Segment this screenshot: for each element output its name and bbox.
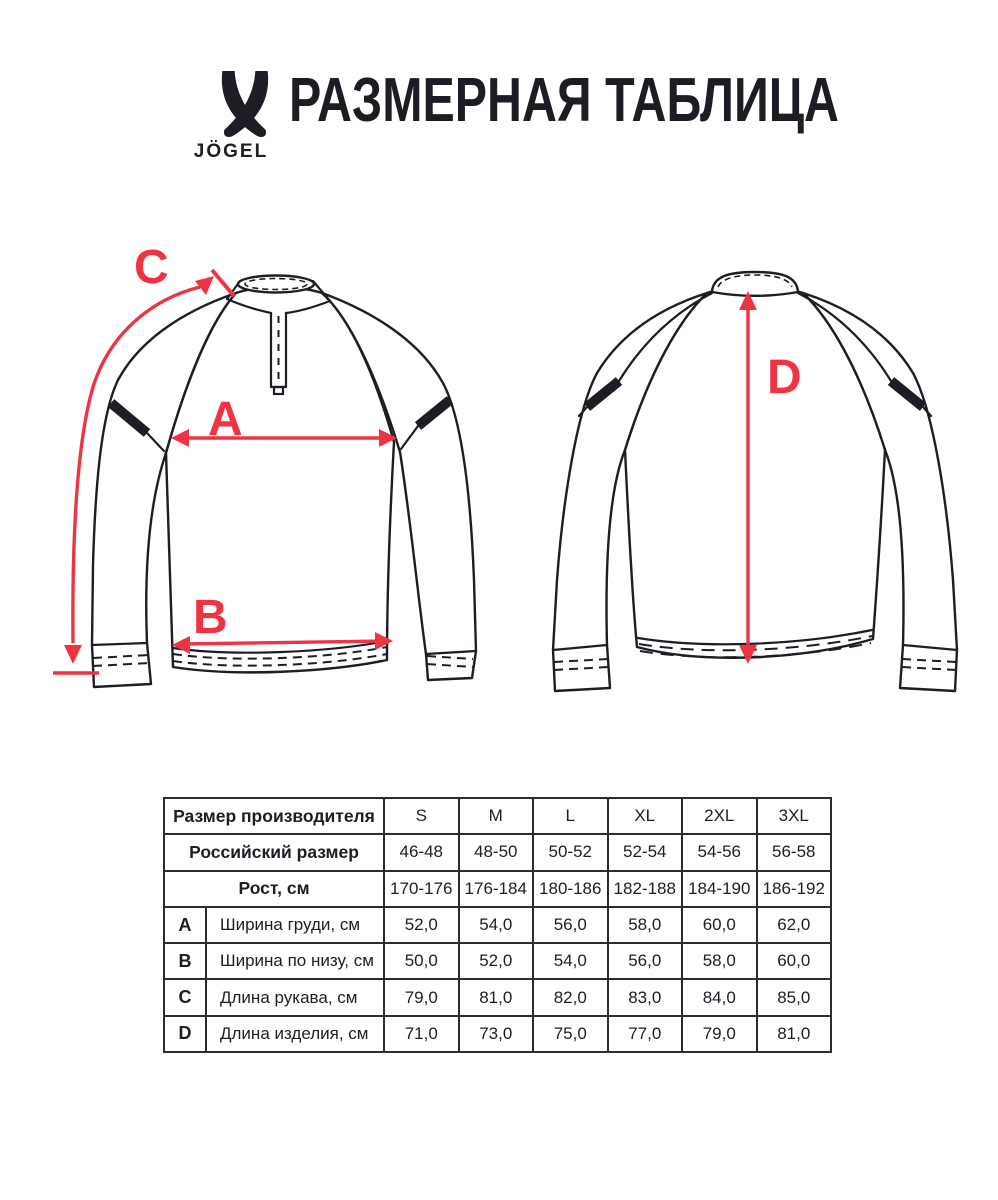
- value-cell: 81,0: [757, 1016, 832, 1052]
- size-cell: 48-50: [459, 834, 534, 870]
- table-row-sleeve-length: [164, 979, 831, 1015]
- garment-front-view-drawing: [50, 235, 520, 700]
- value-cell: 82,0: [533, 979, 608, 1015]
- table-row-height: [164, 871, 831, 907]
- value-cell: 50,0: [384, 943, 459, 979]
- measure-label-a: A: [208, 393, 243, 446]
- row-label: Российский размер: [164, 834, 384, 870]
- value-cell: 52,0: [459, 943, 534, 979]
- table-row-chest-width: [164, 907, 831, 943]
- value-cell: 81,0: [459, 979, 534, 1015]
- value-cell: 75,0: [533, 1016, 608, 1052]
- jogel-logo-text: JÖGEL: [193, 141, 269, 162]
- size-cell: 186-192: [757, 871, 832, 907]
- size-cell: 56-58: [757, 834, 832, 870]
- size-cell: 50-52: [533, 834, 608, 870]
- value-cell: 71,0: [384, 1016, 459, 1052]
- measure-label-d: D: [767, 351, 802, 404]
- size-cell: 176-184: [459, 871, 534, 907]
- size-cell: XL: [608, 798, 683, 834]
- measure-label-b: B: [193, 591, 228, 644]
- value-cell: 60,0: [682, 907, 757, 943]
- value-cell: 73,0: [459, 1016, 534, 1052]
- value-cell: 79,0: [682, 1016, 757, 1052]
- table-row-bottom-width: [164, 943, 831, 979]
- page-title: РАЗМЕРНАЯ ТАБЛИЦА: [289, 66, 839, 135]
- measure-name: Ширина по низу, см: [206, 943, 384, 979]
- size-cell: 54-56: [682, 834, 757, 870]
- value-cell: 62,0: [757, 907, 832, 943]
- value-cell: 54,0: [533, 943, 608, 979]
- row-label: Рост, см: [164, 871, 384, 907]
- size-cell: 46-48: [384, 834, 459, 870]
- measure-label-c: C: [134, 241, 169, 294]
- size-cell: L: [533, 798, 608, 834]
- measure-name: Длина рукава, см: [206, 979, 384, 1015]
- size-cell: 3XL: [757, 798, 832, 834]
- value-cell: 83,0: [608, 979, 683, 1015]
- measure-name: Длина изделия, см: [206, 1016, 384, 1052]
- value-cell: 58,0: [682, 943, 757, 979]
- value-cell: 60,0: [757, 943, 832, 979]
- measure-letter: A: [164, 907, 206, 943]
- size-cell: 2XL: [682, 798, 757, 834]
- value-cell: 56,0: [533, 907, 608, 943]
- table-row-russian-size: [164, 834, 831, 870]
- size-cell: S: [384, 798, 459, 834]
- measure-name: Ширина груди, см: [206, 907, 384, 943]
- measure-letter: B: [164, 943, 206, 979]
- measure-letter: C: [164, 979, 206, 1015]
- size-cell: 184-190: [682, 871, 757, 907]
- size-table: [163, 797, 832, 1053]
- value-cell: 85,0: [757, 979, 832, 1015]
- value-cell: 52,0: [384, 907, 459, 943]
- garment-back-view-drawing: [545, 235, 975, 700]
- measure-letter: D: [164, 1016, 206, 1052]
- row-label: Размер производителя: [164, 798, 384, 834]
- size-cell: 170-176: [384, 871, 459, 907]
- size-cell: 182-188: [608, 871, 683, 907]
- value-cell: 58,0: [608, 907, 683, 943]
- value-cell: 84,0: [682, 979, 757, 1015]
- table-row-garment-length: [164, 1016, 831, 1052]
- size-cell: M: [459, 798, 534, 834]
- value-cell: 77,0: [608, 1016, 683, 1052]
- size-cell: 180-186: [533, 871, 608, 907]
- value-cell: 79,0: [384, 979, 459, 1015]
- value-cell: 56,0: [608, 943, 683, 979]
- value-cell: 54,0: [459, 907, 534, 943]
- jogel-logo-icon: [214, 71, 276, 139]
- size-cell: 52-54: [608, 834, 683, 870]
- table-row-manufacturer-size: [164, 798, 831, 834]
